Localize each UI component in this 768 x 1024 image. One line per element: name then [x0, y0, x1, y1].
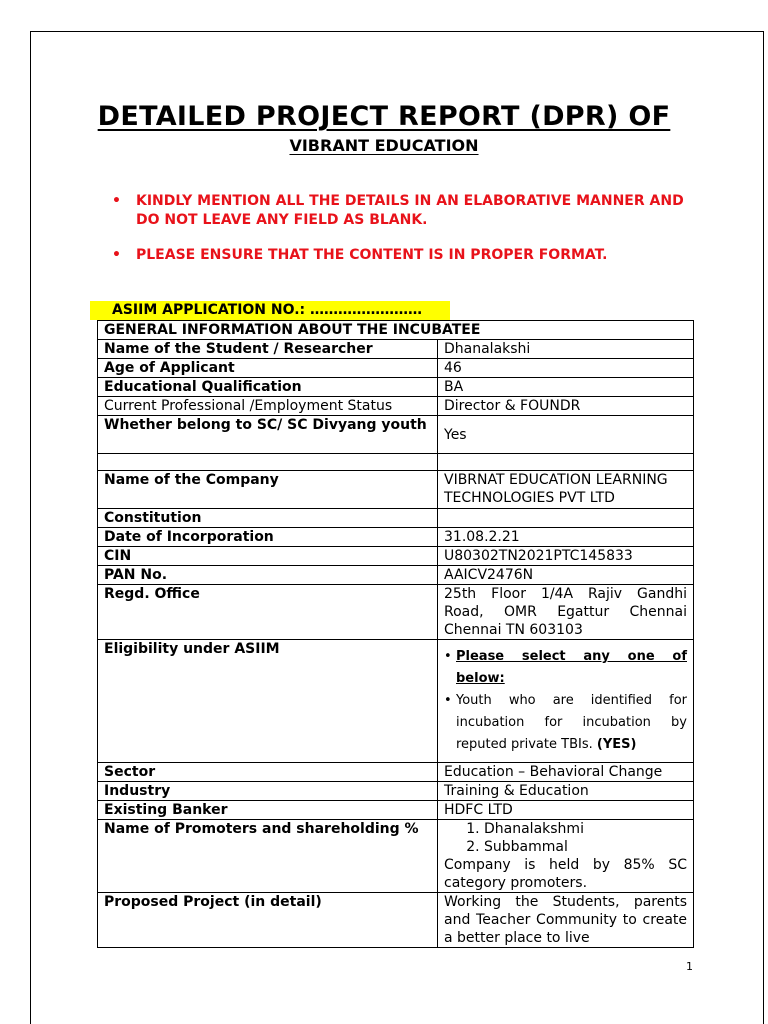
pan-value: AAICV2476N [438, 566, 694, 585]
project-value: Working the Students, parents and Teacher Community to create a better place to live [438, 893, 694, 948]
student-name-label: Name of the Student / Researcher [98, 340, 438, 359]
table-row [98, 566, 694, 585]
empty-cell [98, 454, 438, 471]
qualification-label: Educational Qualification [98, 378, 438, 397]
employment-label: Current Professional /Employment Status [98, 397, 438, 416]
age-label: Age of Applicant [98, 359, 438, 378]
table-row [98, 340, 694, 359]
sector-label: Sector [98, 763, 438, 782]
table-row [98, 640, 694, 763]
table-row [98, 893, 694, 948]
bullet-icon: • [112, 247, 121, 263]
banker-label: Existing Banker [98, 801, 438, 820]
eligibility-options [444, 640, 687, 762]
table-row [98, 509, 694, 528]
table-row [98, 782, 694, 801]
promoters-note: Company is held by 85% SC category promoters. [444, 857, 687, 891]
promoters-list [444, 820, 687, 856]
sc-label: Whether belong to SC/ SC Divyang youth [98, 416, 438, 454]
incorporation-value: 31.08.2.21 [438, 528, 694, 547]
page-number: 1 [686, 960, 693, 973]
company-value: VIBRNAT EDUCATION LEARNING TECHNOLOGIES PVT LTD [438, 471, 694, 509]
office-value: 25th Floor 1/4A Rajiv Gandhi Road, OMR Egattur Chennai Chennai TN 603103 [438, 585, 694, 640]
bullet-icon: • [444, 649, 452, 664]
table-row [98, 359, 694, 378]
table-row [98, 378, 694, 397]
sector-value: Education – Behavioral Change [438, 763, 694, 782]
instruction-list [112, 192, 702, 281]
promoters-value [438, 820, 694, 893]
table-row [98, 321, 694, 340]
office-label: Regd. Office [98, 585, 438, 640]
table-row [98, 547, 694, 566]
company-label: Name of the Company [98, 471, 438, 509]
empty-cell [438, 454, 694, 471]
project-label: Proposed Project (in detail) [98, 893, 438, 948]
table-row [98, 801, 694, 820]
table-row [98, 763, 694, 782]
table-row [98, 471, 694, 509]
student-name-value: Dhanalakshi [438, 340, 694, 359]
table-row [98, 585, 694, 640]
industry-label: Industry [98, 782, 438, 801]
table-row [98, 820, 694, 893]
incubatee-info-table [97, 320, 694, 948]
table-row [98, 454, 694, 471]
cin-label: CIN [98, 547, 438, 566]
section-header: GENERAL INFORMATION ABOUT THE INCUBATEE [98, 321, 694, 340]
list-item: 1. Dhanalakshmi [484, 820, 687, 838]
document-title: DETAILED PROJECT REPORT (DPR) OF [97, 101, 671, 132]
age-value: 46 [438, 359, 694, 378]
banker-value: HDFC LTD [438, 801, 694, 820]
sc-value: Yes [438, 416, 694, 454]
table-row [98, 528, 694, 547]
constitution-value [438, 509, 694, 528]
bullet-icon: • [444, 693, 452, 708]
list-item: • Please select any one of below: [444, 646, 687, 690]
table-row [98, 397, 694, 416]
eligibility-value [438, 640, 694, 763]
bullet-icon: • [112, 193, 121, 209]
list-item: 2. Subbammal [484, 838, 687, 856]
employment-value: Director & FOUNDR [438, 397, 694, 416]
constitution-label: Constitution [98, 509, 438, 528]
instruction-item: • PLEASE ENSURE THAT THE CONTENT IS IN PROPER FORMAT. [112, 247, 608, 263]
list-item: • Youth who are identified for incubation for incubation by reputed private TBIs. (YES) [444, 690, 687, 756]
eligibility-label: Eligibility under ASIIM [98, 640, 438, 763]
instruction-item: • KINDLY MENTION ALL THE DETAILS IN AN ELABORATIVE MANNER AND DO NOT LEAVE ANY FIELD AS BLANK. [112, 193, 684, 228]
document-subtitle: VIBRANT EDUCATION [289, 136, 479, 155]
industry-value: Training & Education [438, 782, 694, 801]
incorporation-label: Date of Incorporation [98, 528, 438, 547]
application-number: ASIIM APPLICATION NO.: …………………… [90, 301, 450, 320]
table-row [98, 416, 694, 454]
cin-value: U80302TN2021PTC145833 [438, 547, 694, 566]
qualification-value: BA [438, 378, 694, 397]
promoters-label: Name of Promoters and shareholding % [98, 820, 438, 893]
pan-label: PAN No. [98, 566, 438, 585]
